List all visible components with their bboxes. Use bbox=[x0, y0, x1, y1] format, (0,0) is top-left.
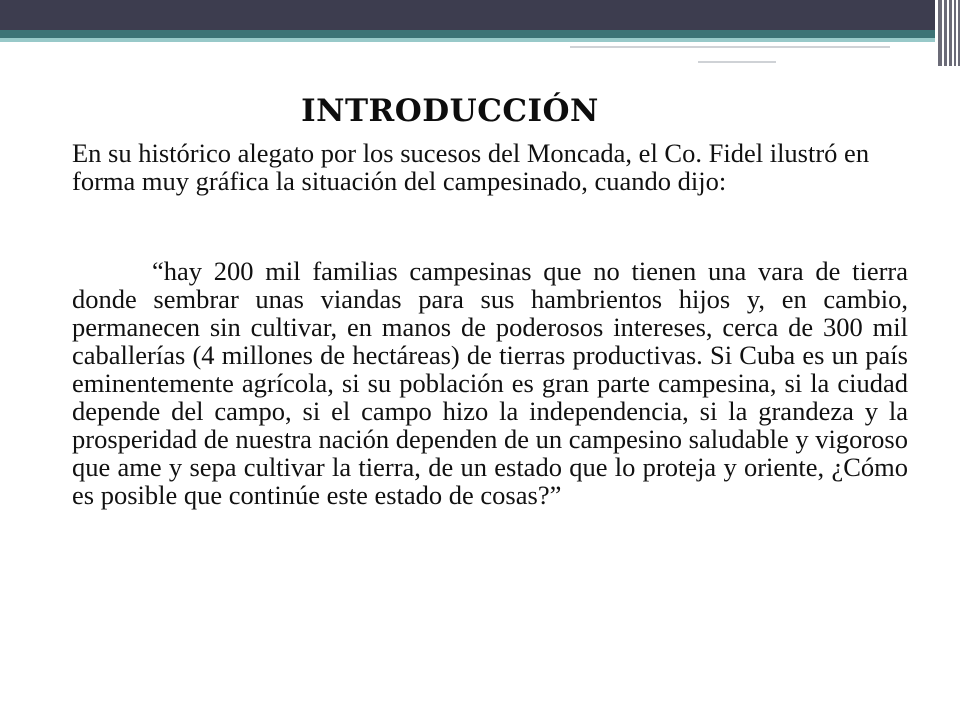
header-accent-line bbox=[570, 46, 890, 48]
header-bar bbox=[944, 0, 947, 66]
header-bar bbox=[949, 0, 952, 66]
slide-title: INTRODUCCIÓN bbox=[301, 92, 599, 129]
header-teal-band bbox=[0, 30, 935, 38]
header-accent-line-short bbox=[698, 61, 776, 63]
quote-paragraph: “hay 200 mil familias campesinas que no tienen una vara de tierra donde sembrar unas viandas para sus hambrientos hijos y, en cambio, permanecen sin cultivar, en manos de poderosos intereses, cerca de 300 mil caballerías (4 millones de hectáreas) de tierras productivas. Si Cuba es un país eminentemente agrícola, si su población es gran parte campesina, si la ciudad depende del campo, si el campo hizo la independencia, si la grandeza y la prosperidad de nuestra nación dependen de un campesino saludable y vigoroso que ame y sepa cultivar la tierra, de un estado que lo proteja y oriente, ¿Cómo es posible que continúe este estado de cosas?” bbox=[72, 256, 908, 510]
header-vertical-bars bbox=[938, 0, 960, 66]
header-bar bbox=[954, 0, 956, 66]
header-dark-band bbox=[0, 0, 935, 30]
intro-paragraph: En su histórico alegato por los sucesos del Moncada, el Co. Fidel ilustró en forma muy gráfica la situación del campesinado, cuando dijo: bbox=[72, 138, 870, 196]
header-light-teal-band bbox=[0, 38, 935, 42]
header-bar bbox=[938, 0, 942, 66]
